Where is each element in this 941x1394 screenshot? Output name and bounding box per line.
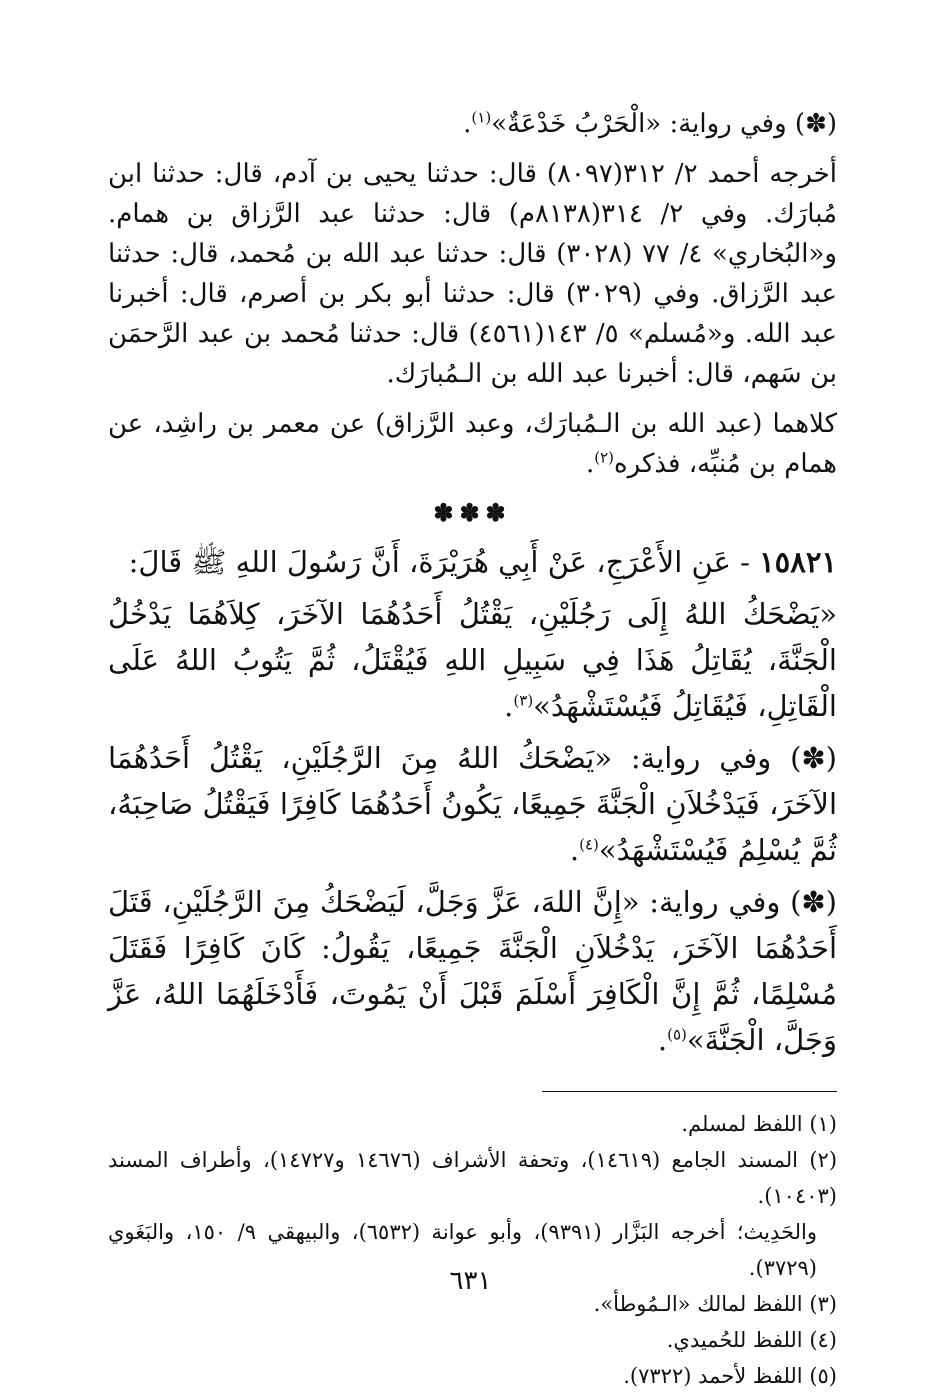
variant3-text: (✽) وفي رواية: «إِنَّ اللهَ، عَزَّ وَجَلَّ، لَيَضْحَكُ مِنَ الرَّجُلَيْنِ، قَتَلَ أَحَدُهُمَا الآخَرَ، يَدْخُلاَنِ الْجَنَّةَ جَمِيعًا، يَقُولُ: كَانَ كَافِرًا فَقَتَلَ مُسْلِمًا، ثُمَّ إِنَّ الْكَافِرَ أَسْلَمَ قَبْلَ أَنْ يَمُوتَ، فَأَدْخَلَهُمَا اللهُ، عَزَّ وَجَلَّ، الْجَنَّةَ» xyxy=(108,885,837,1057)
variant-text: (✽) وفي رواية: «الْحَرْبُ خَدْعَةٌ» xyxy=(491,109,837,139)
footnote-4: (٤) اللفظ للحُميدي. xyxy=(666,1328,837,1352)
isnad-text: - عَنِ الأَعْرَجِ، عَنْ أَبِي هُرَيْرَةَ، أَنَّ رَسُولَ اللهِ ﷺ قَالَ: xyxy=(128,545,750,579)
variant2-end: . xyxy=(569,833,580,867)
footnote-2: (٢) المسند الجامع (١٤٦١٩)، وتحفة الأشراف (١٤٦٧٦ و١٤٧٢٧)، وأطراف المسند (١٠٤٠٣). xyxy=(108,1148,838,1208)
matn-end: . xyxy=(504,689,514,723)
variant-narration xyxy=(108,104,837,144)
takhrij-paragraph: أخرجه أحمد ٢/ ٣١٢(٨٠٩٧) قال: حدثنا يحيى بن آدم، قال: حدثنا ابن مُبارَك. وفي ٢/ ٣١٤(٨١٣٨م) قال: حدثنا عبد الرَّزاق بن همام. و«البُخاري» ٤/ ٧٧ (٣٠٢٨) قال: حدثنا عبد الله بن مُحمد، قال: حدثنا عبد الرَّزاق. وفي (٣٠٢٩) قال: حدثنا أبو بكر بن أصرم، قال: أخبرنا عبد الله. و«مُسلم» ٥/ ١٤٣(٤٥٦١) قال: حدثنا مُحمد بن عبد الرَّحمَن بن سَهم، قال: أخبرنا عبد الله بن الـمُبارَك. xyxy=(108,159,838,389)
footnote-ref-3[interactable]: (٣) xyxy=(513,691,534,710)
variant3-end: . xyxy=(657,1023,668,1057)
hadith-isnad xyxy=(108,539,837,585)
footnote-ref-2[interactable]: (٢) xyxy=(594,448,615,467)
variant-narration-3 xyxy=(108,879,837,1063)
hadith-number: ١٥٨٢١ xyxy=(759,545,837,579)
matn-text: «يَضْحَكُ اللهُ إِلَى رَجُلَيْنِ، يَقْتُلُ أَحَدُهُمَا الآخَرَ، كِلاَهُمَا يَدْخُلُ الْجَنَّةَ، يُقَاتِلُ هَذَا فِي سَبِيلِ اللهِ فَيُقْتَلُ، ثُمَّ يَتُوبُ اللهُ عَلَى الْقَاتِلِ، فَيُقَاتِلُ فَيُسْتَشْهَدُ» xyxy=(108,597,837,723)
footnote-divider xyxy=(542,1091,837,1092)
kilahuma-paragraph xyxy=(108,404,837,484)
hadith-matn xyxy=(108,591,837,729)
footnote-ref-5[interactable]: (٥) xyxy=(667,1025,687,1044)
kilahuma-end: . xyxy=(585,449,595,479)
footnote-3: (٣) اللفظ لمالك «الـمُوطأ». xyxy=(593,1292,837,1316)
footnote-2-continued: والحَدِيث؛ أخرجه البَزَّار (٩٣٩١)، وأبو عوانة (٦٥٣٢)، والبيهقي ٩/ ١٥٠، والبَغَوي (٣٧٢٩). xyxy=(108,1220,817,1280)
footnotes xyxy=(108,1106,837,1394)
variant-narration-2 xyxy=(108,735,837,873)
footnote-5: (٥) اللفظ لأحمد (٧٣٢٢). xyxy=(623,1364,837,1388)
page-number: ٦٣١ xyxy=(449,1266,492,1296)
footnote-1: (١) اللفظ لمسلم. xyxy=(681,1112,837,1136)
section-separator: ✽✽✽ xyxy=(433,498,512,527)
kilahuma-text: كلاهما (عبد الله بن الـمُبارَك، وعبد الرَّزاق) عن معمر بن راشِد، عن همام بن مُنبِّه، فذكره xyxy=(108,409,837,479)
footnote-ref-4[interactable]: (٤) xyxy=(579,835,599,854)
variant-end: . xyxy=(463,109,472,139)
variant2-text: (✽) وفي رواية: «يَضْحَكُ اللهُ مِنَ الرَّجُلَيْنِ، يَقْتُلُ أَحَدُهُمَا الآخَرَ، فَيَدْخُلاَنِ الْجَنَّةَ جَمِيعًا، يَكُونُ أَحَدُهُمَا كَافِرًا فَيَقْتُلُ صَاحِبَهُ، ثُمَّ يُسْلِمُ فَيُسْتَشْهَدُ» xyxy=(108,741,837,867)
footnote-ref-1[interactable]: (١) xyxy=(471,108,492,127)
